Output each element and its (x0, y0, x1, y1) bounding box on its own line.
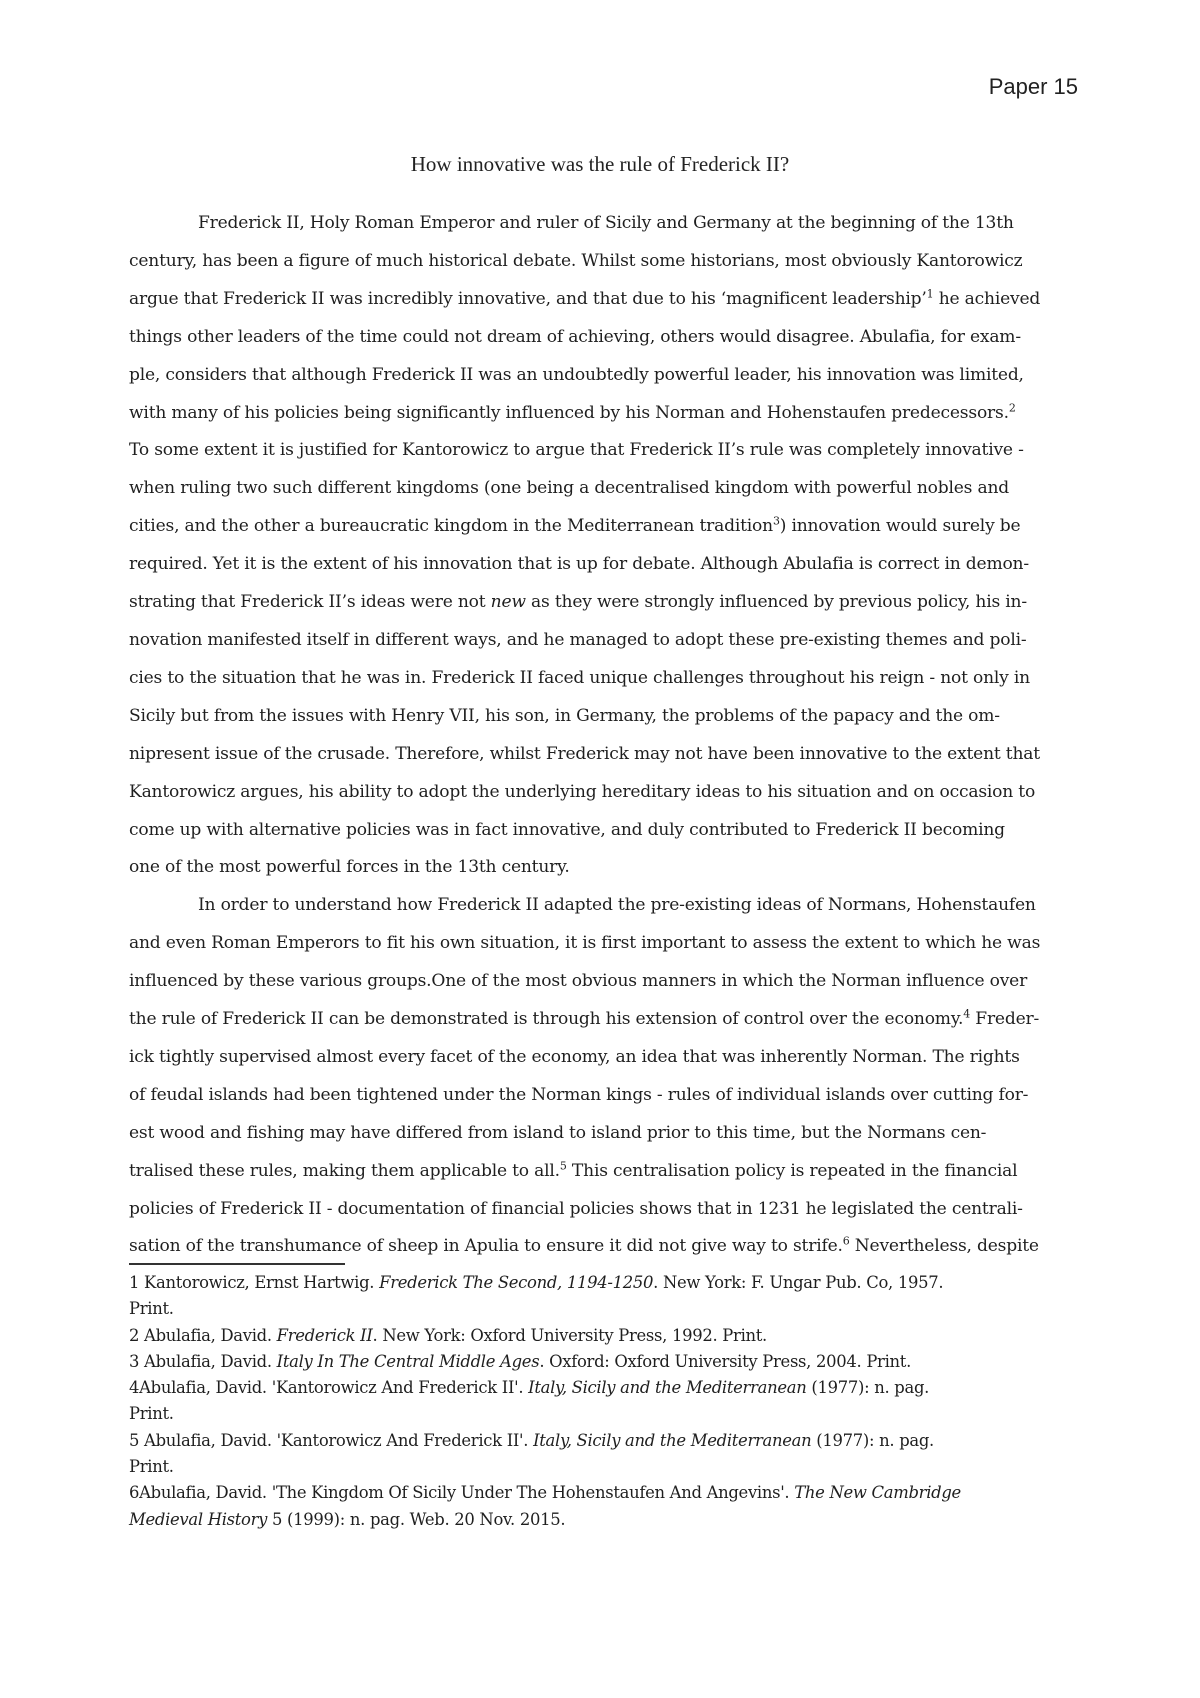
text-line: tralised these rules, making them applicable to all.$^5$ This centralisation policy is repeated in the financial (129, 1158, 1018, 1181)
paragraph (129, 205, 1079, 887)
paragraph (129, 887, 1079, 1266)
footnote-marker[interactable]: 1 (926, 287, 934, 301)
text-line: sation of the transhumance of sheep in Apulia to ensure it did not give way to strife.$^6$ Nevertheless, despite (129, 1234, 1039, 1257)
essay-body (129, 205, 1079, 1266)
text-line: ple, considers that although Frederick II was an undoubtedly powerful leader, his innovation was limited, (129, 364, 1024, 385)
footnote-marker[interactable]: 3 (772, 514, 780, 528)
text-line: come up with alternative policies was in fact innovative, and duly contributed to Frederick II becoming (129, 819, 1005, 840)
text-line: Kantorowicz argues, his ability to adopt the underlying hereditary ideas to his situation and on occasion to (129, 781, 1036, 802)
text-line: of feudal islands had been tightened under the Norman kings - rules of individual islands over cutting for- (129, 1084, 1029, 1105)
footnotes (129, 1270, 1089, 1533)
footnote-marker[interactable]: 2 (1008, 400, 1016, 414)
text-line: things other leaders of the time could not dream of achieving, others would disagree. Abulafia, for exam- (129, 326, 1021, 347)
text-line: strating that Frederick II’s ideas were not new as they were strongly influenced by previous policy, his in- (129, 592, 1027, 613)
text-line: when ruling two such different kingdoms (one being a decentralised kingdom with powerful nobles and (129, 478, 1009, 499)
text-line: novation manifested itself in different ways, and he managed to adopt these pre-existing themes and poli- (129, 629, 1027, 650)
text-line: Frederick II, Holy Roman Emperor and ruler of Sicily and Germany at the beginning of the 13th (198, 213, 1014, 233)
text-line: est wood and fishing may have differed from island to island prior to this time, but the Normans cen- (129, 1122, 987, 1143)
footnote-entry: 1 Kantorowicz, Ernst Hartwig. Frederick The Second, 1194-1250. New York: F. Ungar Pub. Co, 1957. Print. (129, 1273, 944, 1319)
text-line: with many of his policies being significantly influenced by his Norman and Hohenstaufen predecessors.$^2$ (129, 400, 1016, 423)
text-line: one of the most powerful forces in the 13th century. (129, 857, 570, 878)
text-line: influenced by these various groups.One of the most obvious manners in which the Norman influence over (129, 971, 1028, 992)
footnote-entry: 6Abulafia, David. 'The Kingdom Of Sicily Under The Hohenstaufen And Angevins'. The New Cambridge Medieval History 5 (1999): n. pag. Web. 20 Nov. 2015. (129, 1483, 961, 1529)
text-line: the rule of Frederick II can be demonstrated is through his extension of control over the economy.$^4$ Freder- (129, 1007, 1040, 1030)
text-line: required. Yet it is the extent of his innovation that is up for debate. Although Abulafia is correct in demon- (129, 554, 1029, 575)
text-line: cities, and the other a bureaucratic kingdom in the Mediterranean tradition$^3$) innovation would surely be (129, 514, 1021, 537)
footnote-marker[interactable]: 4 (963, 1007, 971, 1021)
essay-title: How innovative was the rule of Frederick II? (410, 152, 790, 176)
text-line: Sicily but from the issues with Henry VII, his son, in Germany, the problems of the papacy and the om- (129, 705, 1000, 726)
footnote-entry: 2 Abulafia, David. Frederick II. New York: Oxford University Press, 1992. Print. (129, 1325, 767, 1345)
text-line: argue that Frederick II was incredibly innovative, and that due to his ‘magnificent leadership’$^1$ he achieved (129, 287, 1041, 309)
text-line: nipresent issue of the crusade. Therefore, whilst Frederick may not have been innovative to the extent that (129, 743, 1040, 764)
text-line: cies to the situation that he was in. Frederick II faced unique challenges throughout his reign - not only in (129, 667, 1030, 688)
text-line: century, has been a figure of much historical debate. Whilst some historians, most obviously Kantorowicz (129, 250, 1023, 271)
text-line: To some extent it is justified for Kantorowicz to argue that Frederick II’s rule was completely innovative - (129, 440, 1024, 461)
text-line: policies of Frederick II - documentation of financial policies shows that in 1231 he legislated the centrali- (129, 1198, 1023, 1219)
footnote-separator (129, 1263, 345, 1265)
paper-number-header: Paper 15 (988, 74, 1078, 99)
footnote-marker[interactable]: 6 (842, 1234, 850, 1248)
text-line: In order to understand how Frederick II adapted the pre-existing ideas of Normans, Hohenstaufen (198, 895, 1036, 916)
footnote-entry: 3 Abulafia, David. Italy In The Central Middle Ages. Oxford: Oxford University Press, 2004. Print. (129, 1351, 911, 1371)
text-line: and even Roman Emperors to fit his own situation, it is first important to assess the extent to which he was (129, 933, 1041, 954)
footnote-entry: 5 Abulafia, David. 'Kantorowicz And Frederick II'. Italy, Sicily and the Mediterranean (1977): n. pag. Print. (129, 1430, 934, 1477)
footnote-marker[interactable]: 5 (559, 1158, 567, 1172)
footnote-entry: 4Abulafia, David. 'Kantorowicz And Frederick II'. Italy, Sicily and the Mediterranean (1977): n. pag. Print. (129, 1378, 930, 1424)
text-line: ick tightly supervised almost every facet of the economy, an idea that was inherently Norman. The rights (129, 1046, 1020, 1067)
